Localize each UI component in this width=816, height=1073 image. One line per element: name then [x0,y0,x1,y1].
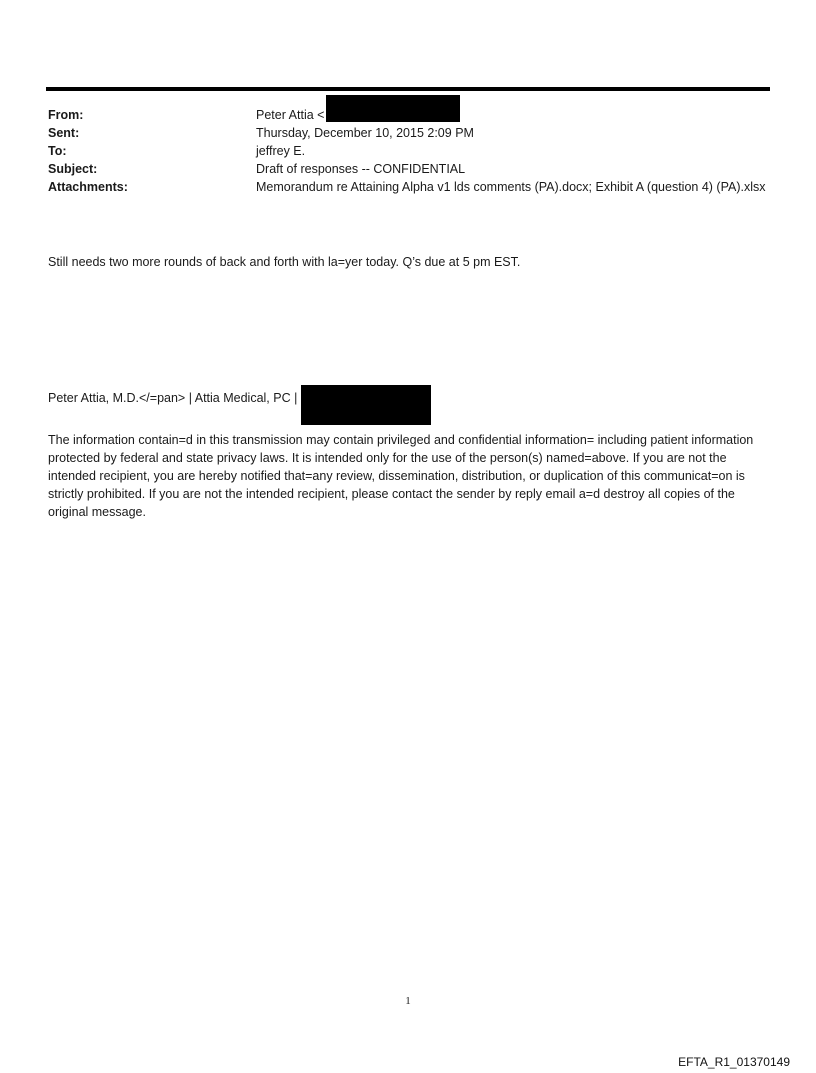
redaction-box [301,385,431,425]
sent-label: Sent: [48,126,80,140]
subject-label: Subject: [48,162,98,176]
sent-row [48,124,770,142]
to-label: To: [48,144,67,158]
document-id: EFTA_R1_01370149 [678,1055,790,1069]
page-number: 1 [405,995,411,1007]
sent-value: Thursday, December 10, 2015 2:09 PM [256,126,474,140]
to-row [48,142,770,160]
from-name: Peter Attia < [256,108,325,122]
confidentiality-disclaimer: The information contain=d in this transmission may contain privileged and confidential information= including patient information protected by federal and state privacy laws. It is intended only for the use of the person(s) named=above. If you are not the intended recipient, you are hereby notified that=any review, dissemination, distribution, or duplication of this communicat=on is strictly prohibited. If you are not the intended recipient, please contact the sender by reply email a=d destroy all copies of the original message. [48,433,754,519]
email-header [48,106,770,196]
attachments-value: Memorandum re Attaining Alpha v1 lds comments (PA).docx; Exhibit A (question 4) (PA).xlsx [256,180,766,194]
subject-row [48,160,770,178]
redaction-box [326,95,460,122]
attachments-label: Attachments: [48,180,128,194]
from-value [256,106,770,124]
subject-value: Draft of responses -- CONFIDENTIAL [256,162,466,176]
header-rule [46,87,770,91]
from-row [48,106,770,124]
to-value: jeffrey E. [256,144,306,158]
from-label: From: [48,108,84,122]
signature-text: Peter Attia, M.D.</=pan> | Attia Medical, PC | [48,391,298,405]
signature [48,389,770,425]
attachments-row [48,178,770,196]
message-body-line: Still needs two more rounds of back and forth with la=yer today. Q’s due at 5 pm EST. [48,255,521,269]
